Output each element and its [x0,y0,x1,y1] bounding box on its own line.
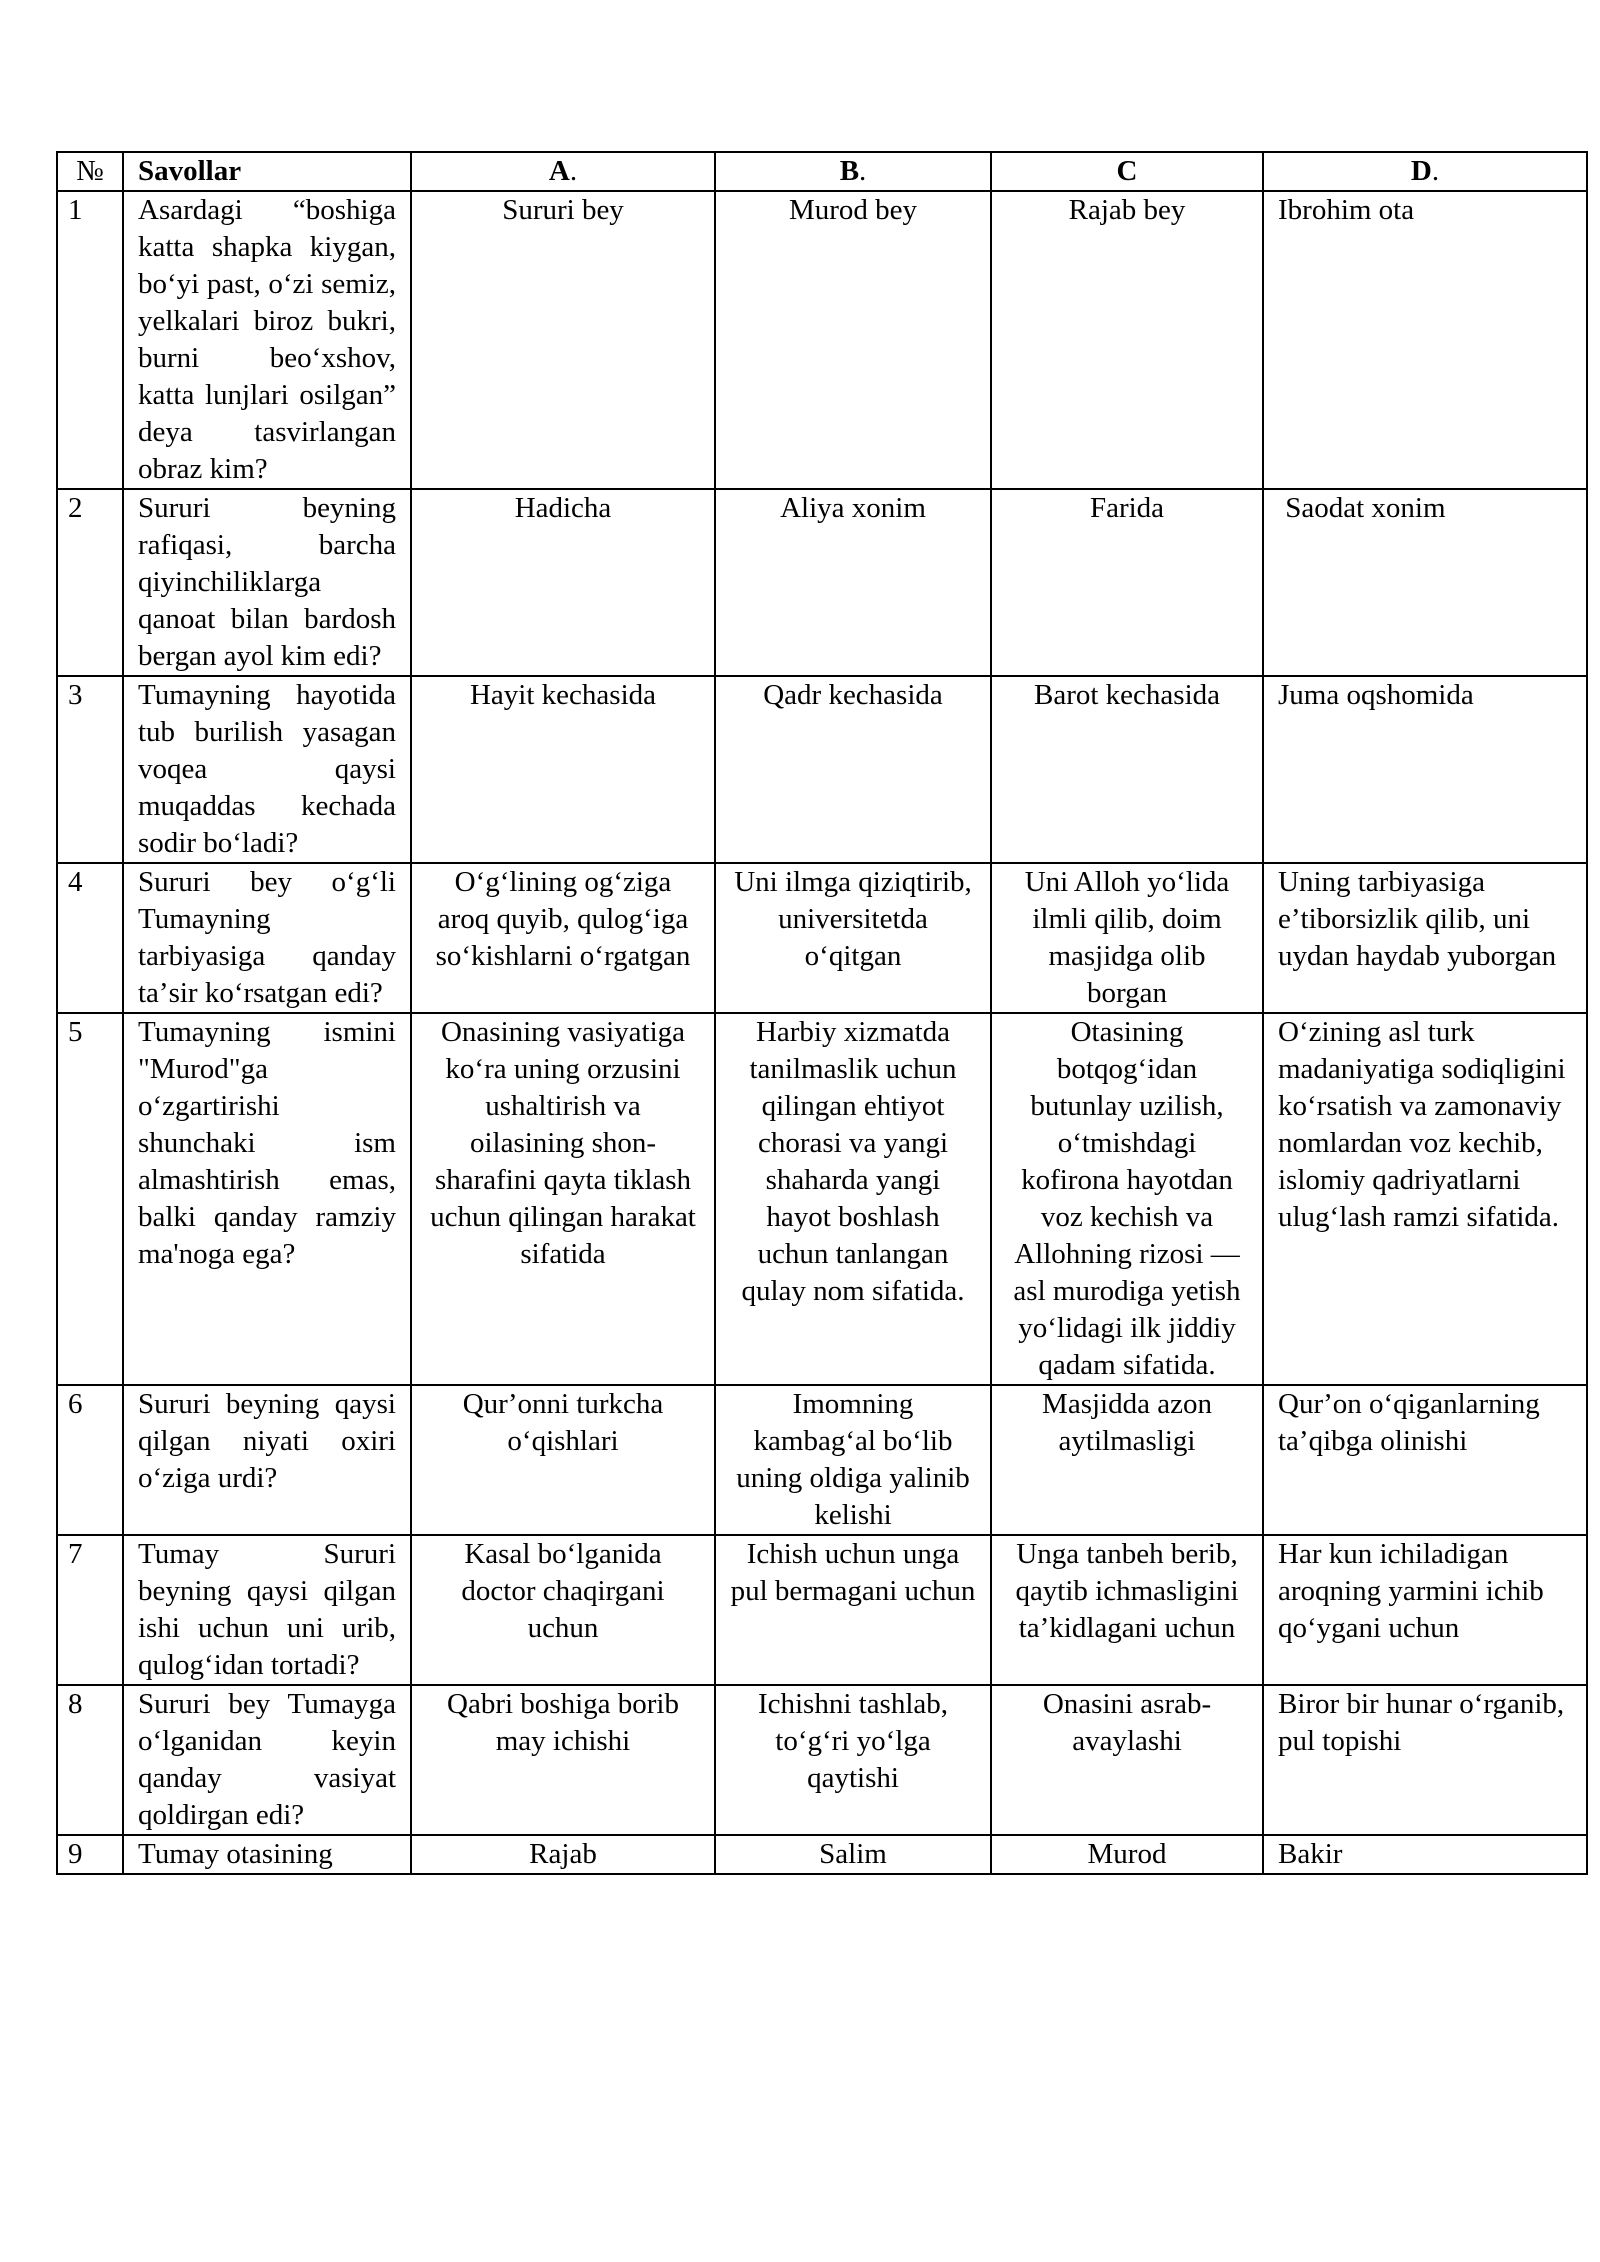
question-text: Tumay otasining [123,1835,411,1874]
question-text: Tumayning hayotida tub burilish yasagan voqea qaysi muqaddas kechada sodir boʻladi? [123,676,411,863]
question-text: Sururi bey oʻgʻli Tumayning tarbiyasiga qanday taʼsir koʻrsatgan edi? [123,863,411,1013]
question-text: Sururi beyning qaysi qilgan niyati oxiri oʻziga urdi? [123,1385,411,1535]
option-b-cell: Imomning kambagʻal boʻlib uning oldiga yalinib kelishi [715,1385,991,1535]
option-c-cell: Murod [991,1835,1263,1874]
option-d-cell: Uning tarbiyasiga eʼtiborsizlik qilib, uni uydan haydab yuborgan [1263,863,1587,1013]
option-d-cell: Ibrohim ota [1263,191,1587,489]
question-text: Asardagi “boshiga katta shapka kiygan, boʻyi past, oʻzi semiz, yelkalari biroz bukri, burni beoʻxshov, katta lunjlari osilgan” deya tasvirlangan obraz kim? [123,191,411,489]
row-number: 8 [57,1685,123,1835]
option-b-cell: Salim [715,1835,991,1874]
option-d-cell: Qurʼon oʻqiganlarning taʼqibga olinishi [1263,1385,1587,1535]
question-text: Tumayning ismini "Murod"ga oʻzgartirishi shunchaki ism almashtirish emas, balki qanday ramziy ma'noga ega? [123,1013,411,1385]
option-a-cell: Qabri boshiga borib may ichishi [411,1685,715,1835]
option-b-cell: Uni ilmga qiziqtirib, universitetda oʻqitgan [715,863,991,1013]
table-row [57,489,1587,676]
option-b-letter: B [839,155,860,187]
option-c-cell: Rajab bey [991,191,1263,489]
option-d-cell: Saodat xonim [1263,489,1587,676]
option-b-dot: . [859,155,867,187]
option-c-letter: C [1116,155,1138,187]
option-a-dot: . [569,155,578,187]
question-text: Tumay Sururi beyning qaysi qilgan ishi uchun uni urib, qulogʻidan tortadi? [123,1535,411,1685]
option-c-cell: Farida [991,489,1263,676]
header-option-b [715,152,991,191]
header-option-d [1263,152,1587,191]
header-option-a [411,152,715,191]
option-b-cell: Murod bey [715,191,991,489]
row-number: 3 [57,676,123,863]
header-option-c [991,152,1263,191]
table-row [57,1685,1587,1835]
option-c-cell: Otasining botqogʻidan butunlay uzilish, oʻtmishdagi kofirona hayotdan voz kechish va Allohning rizosi — asl murodiga yetish yoʻlidagi ilk jiddiy qadam sifatida. [991,1013,1263,1385]
option-a-cell: Qurʼonni turkcha oʻqishlari [411,1385,715,1535]
option-b-cell: Harbiy xizmatda tanilmaslik uchun qilingan ehtiyot chorasi va yangi shaharda yangi hayot boshlash uchun tanlangan qulay nom sifatida. [715,1013,991,1385]
question-text: Sururi beyning rafiqasi, barcha qiyinchiliklarga qanoat bilan bardosh bergan ayol kim edi? [123,489,411,676]
table-row [57,863,1587,1013]
option-c-cell: Masjidda azon aytilmasligi [991,1385,1263,1535]
header-row [57,152,1587,191]
option-a-cell: Kasal boʻlganida doctor chaqirgani uchun [411,1535,715,1685]
table-row [57,1535,1587,1685]
option-d-cell: Juma oqshomida [1263,676,1587,863]
option-d-cell: Har kun ichiladigan aroqning yarmini ichib qoʻygani uchun [1263,1535,1587,1685]
option-d-letter: D [1410,155,1432,187]
option-c-cell: Unga tanbeh berib, qaytib ichmasligini taʼkidlagani uchun [991,1535,1263,1685]
option-a-cell: Rajab [411,1835,715,1874]
header-number: № [57,152,123,191]
option-b-cell: Ichishni tashlab, toʻgʻri yoʻlga qaytishi [715,1685,991,1835]
table-row [57,1835,1587,1874]
option-a-cell: Hayit kechasida [411,676,715,863]
row-number: 4 [57,863,123,1013]
row-number: 5 [57,1013,123,1385]
option-b-cell: Aliya xonim [715,489,991,676]
option-c-cell: Onasini asrab-avaylashi [991,1685,1263,1835]
question-text: Sururi bey Tumayga oʻlganidan keyin qanday vasiyat qoldirgan edi? [123,1685,411,1835]
option-d-cell: Bakir [1263,1835,1587,1874]
row-number: 6 [57,1385,123,1535]
row-number: 2 [57,489,123,676]
option-a-letter: A [548,155,570,187]
option-c-cell: Uni Alloh yoʻlida ilmli qilib, doim masjidga olib borgan [991,863,1263,1013]
option-a-cell: Hadicha [411,489,715,676]
option-c-cell: Barot kechasida [991,676,1263,863]
option-b-cell: Qadr kechasida [715,676,991,863]
table-row [57,191,1587,489]
option-b-cell: Ichish uchun unga pul bermagani uchun [715,1535,991,1685]
row-number: 1 [57,191,123,489]
table-row [57,1385,1587,1535]
quiz-table [56,151,1588,1875]
row-number: 7 [57,1535,123,1685]
option-a-cell: Onasining vasiyatiga koʻra uning orzusini ushaltirish va oilasining shon-sharafini qayta tiklash uchun qilingan harakat sifatida [411,1013,715,1385]
option-d-cell: Biror bir hunar oʻrganib, pul topishi [1263,1685,1587,1835]
option-a-cell: Sururi bey [411,191,715,489]
option-d-cell: Oʻzining asl turk madaniyatiga sodiqligini koʻrsatish va zamonaviy nomlardan voz kechib, islomiy qadriyatlarni ulugʻlash ramzi sifatida. [1263,1013,1587,1385]
row-number: 9 [57,1835,123,1874]
table-row [57,1013,1587,1385]
table-row [57,676,1587,863]
option-a-cell: Oʻgʻlining ogʻziga aroq quyib, qulogʻiga soʻkishlarni oʻrgatgan [411,863,715,1013]
header-questions: Savollar [123,152,411,191]
option-d-dot: . [1431,155,1440,187]
